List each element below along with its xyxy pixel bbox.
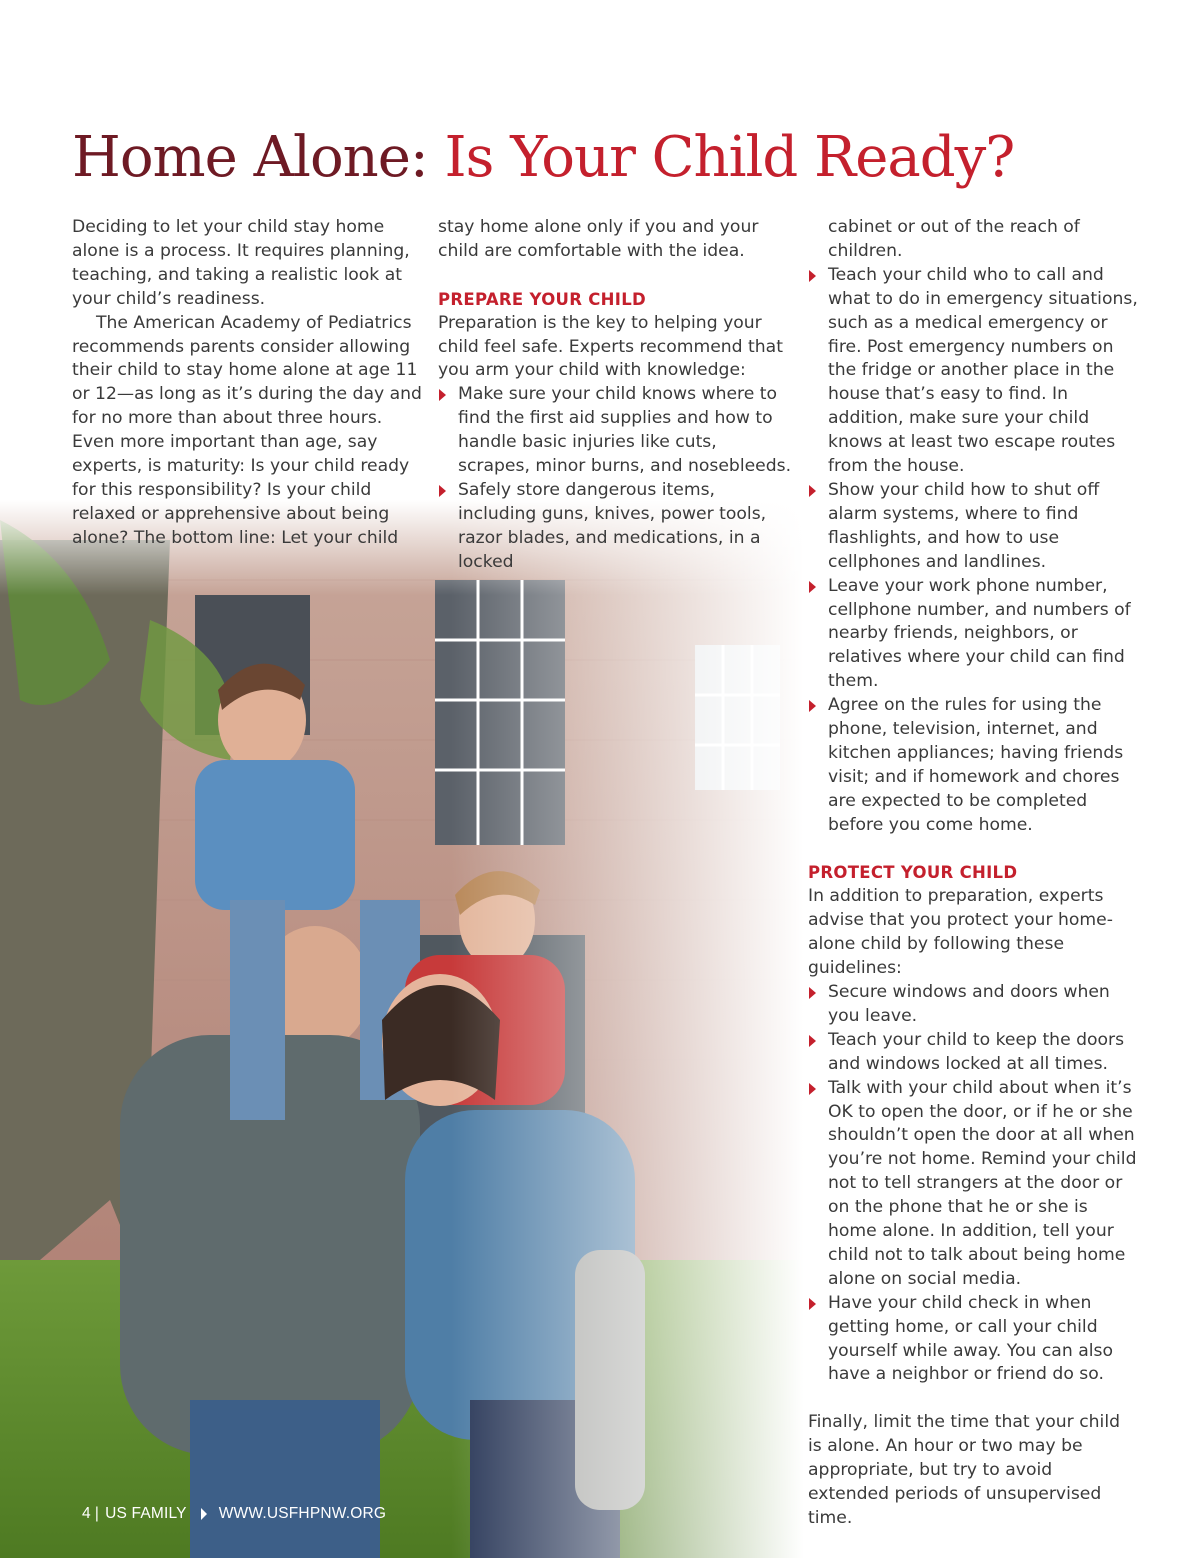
protect-intro: In addition to preparation, experts advise that you protect your home-alone child by following these guidelines:: [808, 886, 1113, 979]
list-item: Talk with your child about when it’s OK to open the door, or if he or she shouldn’t open the door at all when you’re not home. Remind your child not to tell strangers at the door or on the phone that he or she is home alone. In addition, tell your child not to talk about being home alone on social media.: [808, 1077, 1138, 1292]
list-item: Secure windows and doors when you leave.: [808, 981, 1138, 1029]
title-part-1: Home Alone:: [72, 125, 428, 190]
article-title: [72, 118, 1014, 198]
title-part-2: Is Your Child Ready?: [444, 125, 1015, 190]
list-item: Make sure your child knows where to find the first aid supplies and how to handle basic injuries like cuts, scrapes, minor burns, and nosebleeds.: [438, 383, 792, 479]
column-2: [438, 216, 792, 575]
intro-paragraph: Deciding to let your child stay home alone is a process. It requires planning, teaching, and taking a realistic look at your child’s readiness.: [72, 217, 410, 309]
list-item: Teach your child who to call and what to do in emergency situations, such as a medical emergency or fire. Post emergency numbers on the fridge or another place in the house that’s easy to find. In addition, make sure your child knows at least two escape routes from the house.: [808, 264, 1138, 479]
family-photo: [0, 500, 820, 1558]
page-number: 4: [82, 1505, 91, 1522]
website-link[interactable]: WWW.USFHPNW.ORG: [218, 1505, 387, 1522]
list-item: Show your child how to shut off alarm systems, where to find flashlights, and how to use cellphones and landlines.: [808, 479, 1138, 575]
aap-paragraph: The American Academy of Pediatrics recommends parents consider allowing their child to stay home alone at age 11 or 12—as long as it’s during the day and for no more than about three hours. Even more important than age, say experts, is maturity: Is your child ready for this responsibility? Is your child relaxed or apprehensive about being alone? The bottom line: Let your child: [72, 312, 422, 548]
publication-name: US FAMILY: [105, 1505, 187, 1522]
page-footer: [82, 1505, 386, 1523]
col3-continuation: cabinet or out of the reach of children.: [828, 217, 1080, 261]
prepare-intro: Preparation is the key to helping your child feel safe. Experts recommend that you arm your child with knowledge:: [438, 312, 783, 381]
footer-separator: |: [94, 1505, 100, 1522]
list-item: Safely store dangerous items, including guns, knives, power tools, razor blades, and medications, in a locked: [438, 479, 792, 575]
protect-heading: PROTECT YOUR CHILD: [808, 863, 1018, 883]
list-item: Agree on the rules for using the phone, television, internet, and kitchen appliances; having friends visit; and if homework and chores are expected to be completed before you come home.: [808, 694, 1138, 837]
list-item: Leave your work phone number, cellphone number, and numbers of nearby friends, neighbors, or relatives where your child can find them.: [808, 575, 1138, 695]
column-1: [72, 216, 424, 551]
list-item: Teach your child to keep the doors and windows locked at all times.: [808, 1029, 1138, 1077]
list-item: Have your child check in when getting home, or call your child yourself while away. You can also have a neighbor or friend do so.: [808, 1292, 1138, 1388]
arrow-icon: [201, 1508, 207, 1520]
column-3: [808, 216, 1138, 1531]
closing-paragraph: Finally, limit the time that your child is alone. An hour or two may be appropriate, but try to avoid extended periods of unsupervised time.: [808, 1412, 1121, 1528]
prepare-heading: PREPARE YOUR CHILD: [438, 289, 647, 309]
col2-continuation: stay home alone only if you and your child are comfortable with the idea.: [438, 217, 759, 261]
